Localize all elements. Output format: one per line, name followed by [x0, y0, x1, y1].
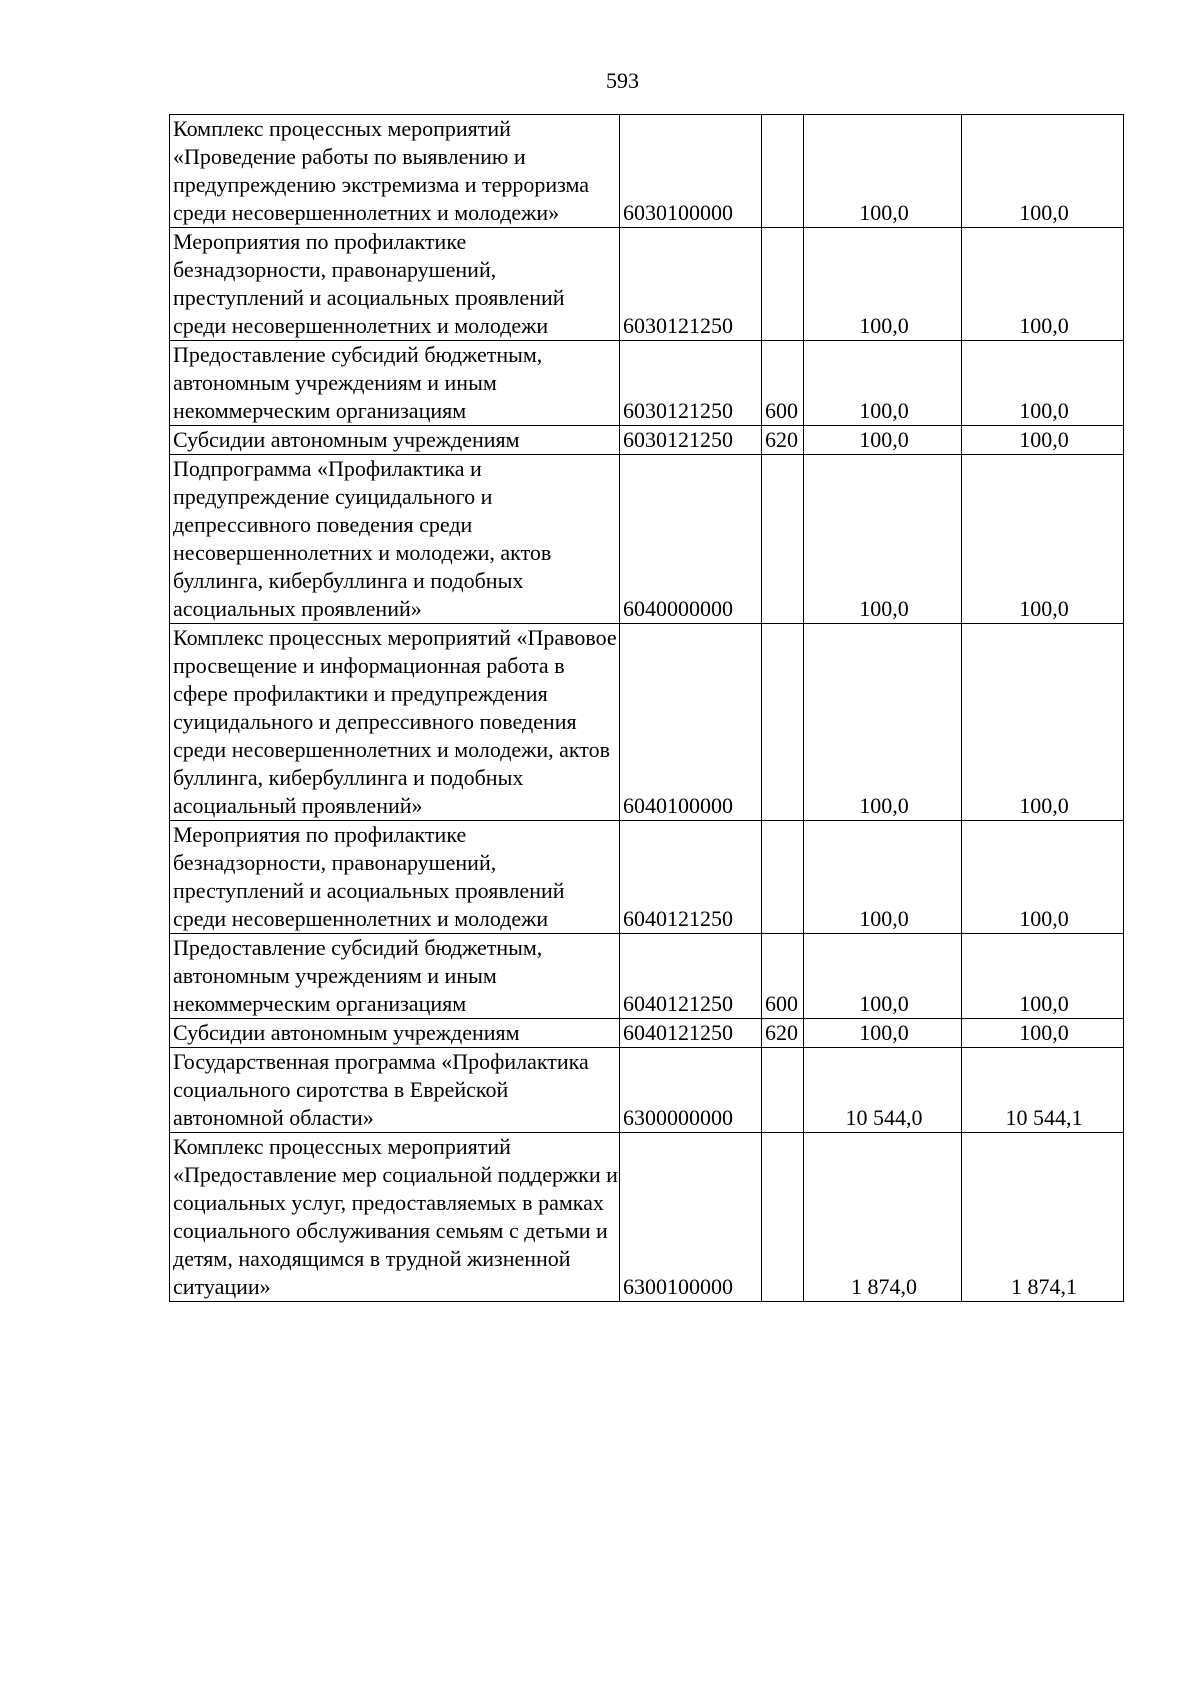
- table-row: [170, 1133, 1124, 1302]
- row-name: Предоставление субсидий бюджетным, автономным учреждениям и иным некоммерческим организациям: [170, 341, 620, 426]
- row-expense-type: 600: [762, 341, 804, 426]
- row-target-code: 6040121250: [620, 934, 762, 1019]
- page-number: 593: [606, 68, 639, 93]
- table-row: [170, 934, 1124, 1019]
- row-sum-year-2: 100,0: [962, 228, 1124, 341]
- row-target-code: 6040121250: [620, 1019, 762, 1048]
- row-sum-year-2: 100,0: [962, 624, 1124, 821]
- row-sum-year-1: 100,0: [804, 228, 962, 341]
- row-sum-year-1: 100,0: [804, 115, 962, 228]
- row-sum-year-1: 100,0: [804, 455, 962, 624]
- row-target-code: 6030100000: [620, 115, 762, 228]
- row-expense-type: [762, 1133, 804, 1302]
- row-target-code: 6040000000: [620, 455, 762, 624]
- row-sum-year-1: 100,0: [804, 821, 962, 934]
- row-name: Подпрограмма «Профилактика и предупреждение суицидального и депрессивного поведения среди несовершеннолетних и молодежи, актов буллинга, кибербуллинга и подобных асоциальных проявлений»: [170, 455, 620, 624]
- row-sum-year-1: 100,0: [804, 624, 962, 821]
- row-name: Комплекс процессных мероприятий «Проведение работы по выявлению и предупреждению экстремизма и терроризма среди несовершеннолетних и молодежи»: [170, 115, 620, 228]
- row-target-code: 6030121250: [620, 426, 762, 455]
- row-sum-year-1: 100,0: [804, 426, 962, 455]
- row-sum-year-2: 100,0: [962, 1019, 1124, 1048]
- row-expense-type: [762, 821, 804, 934]
- row-sum-year-2: 100,0: [962, 426, 1124, 455]
- row-sum-year-2: 10 544,1: [962, 1048, 1124, 1133]
- row-expense-type: [762, 624, 804, 821]
- row-expense-type: [762, 228, 804, 341]
- row-sum-year-2: 100,0: [962, 821, 1124, 934]
- table-row: [170, 341, 1124, 426]
- row-name: Субсидии автономным учреждениям: [170, 426, 620, 455]
- row-sum-year-2: 100,0: [962, 341, 1124, 426]
- row-expense-type: 600: [762, 934, 804, 1019]
- row-name: Комплекс процессных мероприятий «Правовое просвещение и информационная работа в сфере профилактики и предупреждения суицидального и депрессивного поведения среди несовершеннолетних и молодежи, актов буллинга, кибербуллинга и подобных асоциальный проявлений»: [170, 624, 620, 821]
- table-row: [170, 1019, 1124, 1048]
- row-sum-year-2: 100,0: [962, 115, 1124, 228]
- row-sum-year-2: 100,0: [962, 455, 1124, 624]
- row-sum-year-2: 1 874,1: [962, 1133, 1124, 1302]
- table-row: [170, 115, 1124, 228]
- table-row: [170, 624, 1124, 821]
- table-row: [170, 821, 1124, 934]
- row-name: Мероприятия по профилактике безнадзорности, правонарушений, преступлений и асоциальных проявлений среди несовершеннолетних и молодежи: [170, 228, 620, 341]
- row-target-code: 6040100000: [620, 624, 762, 821]
- row-sum-year-1: 100,0: [804, 934, 962, 1019]
- budget-table: [169, 114, 1124, 1302]
- table-row: [170, 455, 1124, 624]
- row-name: Субсидии автономным учреждениям: [170, 1019, 620, 1048]
- table-row: [170, 228, 1124, 341]
- row-expense-type: 620: [762, 1019, 804, 1048]
- row-sum-year-2: 100,0: [962, 934, 1124, 1019]
- row-name: Государственная программа «Профилактика социального сиротства в Еврейской автономной области»: [170, 1048, 620, 1133]
- row-name: Комплекс процессных мероприятий «Предоставление мер социальной поддержки и социальных услуг, предоставляемых в рамках социального обслуживания семьям с детьми и детям, находящимся в трудной жизненной ситуации»: [170, 1133, 620, 1302]
- row-expense-type: [762, 115, 804, 228]
- row-name: Мероприятия по профилактике безнадзорности, правонарушений, преступлений и асоциальных проявлений среди несовершеннолетних и молодежи: [170, 821, 620, 934]
- row-target-code: 6300000000: [620, 1048, 762, 1133]
- row-target-code: 6300100000: [620, 1133, 762, 1302]
- row-sum-year-1: 100,0: [804, 341, 962, 426]
- row-expense-type: [762, 1048, 804, 1133]
- row-sum-year-1: 1 874,0: [804, 1133, 962, 1302]
- row-name: Предоставление субсидий бюджетным, автономным учреждениям и иным некоммерческим организациям: [170, 934, 620, 1019]
- row-expense-type: [762, 455, 804, 624]
- table-row: [170, 1048, 1124, 1133]
- row-sum-year-1: 100,0: [804, 1019, 962, 1048]
- table-row: [170, 426, 1124, 455]
- row-target-code: 6030121250: [620, 228, 762, 341]
- row-sum-year-1: 10 544,0: [804, 1048, 962, 1133]
- row-target-code: 6030121250: [620, 341, 762, 426]
- row-expense-type: 620: [762, 426, 804, 455]
- row-target-code: 6040121250: [620, 821, 762, 934]
